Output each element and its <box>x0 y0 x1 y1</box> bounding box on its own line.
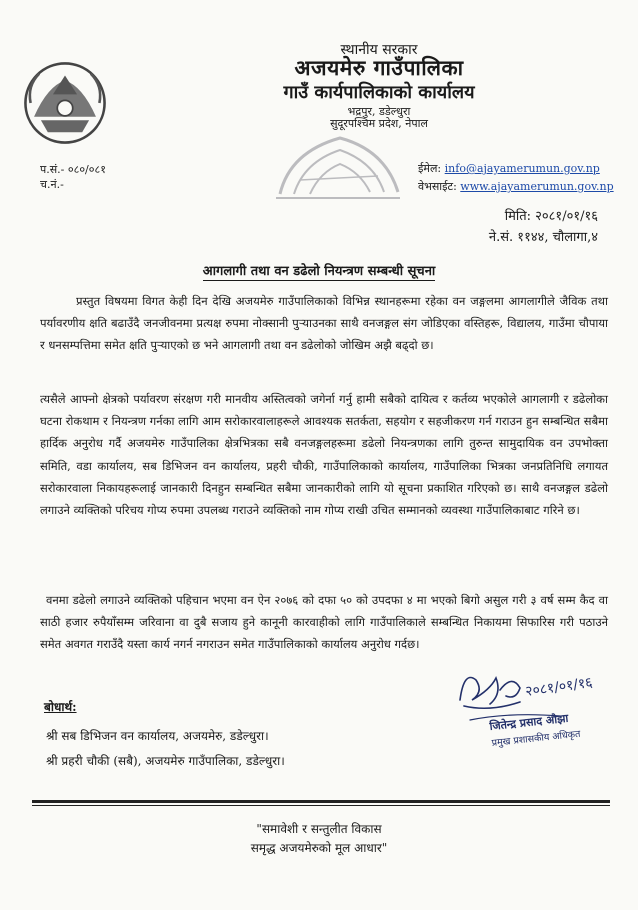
reference-numbers <box>40 162 106 192</box>
email-link[interactable]: info@ajayamerumun.gov.np <box>444 162 600 175</box>
miti-date: मिति: २०८१/०१/१६ <box>504 209 598 224</box>
signature-block <box>450 660 610 755</box>
email-label: ईमेल: <box>418 162 442 175</box>
website-label: वेभसाईट: <box>418 180 457 193</box>
bodharth-heading: बोधार्थ: <box>44 700 77 714</box>
office-name: अजयमेरु गाउँपालिका <box>294 55 464 80</box>
chalani-number: च.नं.- <box>40 178 64 191</box>
signature-date: २०८१/०१/१६ <box>524 674 594 700</box>
bodharth-item: श्री प्रहरी चौकी (सबै), अजयमेरु गाउँपालिका, डडेल्धुरा। <box>46 754 285 768</box>
signatory-name: जितेन्द्र प्रसाद ओझा <box>488 711 569 733</box>
signatory-designation: प्रमुख प्रशासकीय अधिकृत <box>491 728 582 749</box>
footer-rule <box>32 805 610 806</box>
office-seal-stamp <box>270 132 405 204</box>
nepal-sambat-date: ने.सं. ११४४, चौलागा,४ <box>488 230 598 245</box>
date-block <box>489 206 598 248</box>
motto-line-2: समृद्ध अजयमेरुको मूल आधार" <box>250 841 388 855</box>
notice-subject <box>0 261 638 279</box>
motto-line-1: "समावेशी र सन्तुलीत विकास <box>256 822 382 836</box>
patra-sankhya: प.सं.- ०८०/०८१ <box>40 163 106 176</box>
email-row <box>418 160 614 178</box>
notice-paragraph-3: वनमा डढेलो लगाउने व्यक्तिको पहिचान भएमा वन ऐन २०७६ को दफा ५० को उपदफा ४ मा भएको बिगो असुल गरी ३ वर्ष सम्म कैद वा साठी हजार रुपैयाँसम्म जरिवाना वा दुबै सजाय हुने कानूनी कारवाहीको लागि गाउँपालिकाले सम्बन्धित निकायमा सिफारिस गरी पठाउने समेत अवगत गराउँदै यस्ता कार्य नगर्न नगराउन समेत गाउँपालिकाको कार्यालय अनुरोध गर्दछ। <box>40 593 608 652</box>
government-level: स्थानीय सरकार <box>340 42 418 58</box>
office-title: गाउँ कार्यपालिकाको कार्यालय <box>283 82 475 103</box>
footer-rule <box>32 800 610 803</box>
contact-info <box>418 160 614 196</box>
notice-subject-text: आगलागी तथा वन डढेलो नियन्त्रण सम्बन्धी सूचना <box>202 264 436 279</box>
bodharth-item: श्री सब डिभिजन वन कार्यालय, अजयमेरु, डडेल्धुरा। <box>46 729 269 743</box>
footer-motto <box>0 820 638 858</box>
address-line-1: भद्रपुर, डडेल्धुरा <box>347 105 411 118</box>
notice-paragraph-2: त्यसैले आफ्नो क्षेत्रको पर्यावरण संरक्षण गरी मानवीय अस्तित्वको जगेर्ना गर्नु हामी सबैको दायित्व र कर्तव्य भएकोले आगलागी र डढेलोका घटना रोकथाम र नियन्त्रण गर्नका लागि आम सरोकारवालाहरूले आवश्यक सतर्कता, सहयोग र सहजीकरण गर्न गराउन हुन सम्बन्धित सबैमा हार्दिक अनुरोध गर्दै अजयमेरु गाउँपालिका क्षेत्रभित्रका सबै वनजङ्गलहरूमा डढेलो नियन्त्रणका लागि तुरुन्त सामुदायिक वन उपभोक्ता समिति, वडा कार्यालय, सब डिभिजन वन कार्यालय, प्रहरी चौकी, गाउँपालिकाको कार्यालय, गाउँपालिका भित्रका जनप्रतिनिधि लगायत सरोकारवाला निकायहरूलाई जानकारी दिनहुन सम्बन्धित सबैमा जानकारीको लागि यो सूचना प्रकाशित गरिएको छ। साथै वनजङ्गल डढेलो लगाउने व्यक्तिको परिचय गोप्य रुपमा उपलब्ध गराउने व्यक्तिको नाम गोप्य राखी उचित सम्मानको व्यवस्था गाउँपालिकाबाट गरिने छ। <box>40 392 608 518</box>
website-link[interactable]: www.ajayamerumun.gov.np <box>460 180 614 193</box>
website-row <box>418 178 614 196</box>
notice-paragraph-1: प्रस्तुत विषयमा विगत केही दिन देखि अजयमेरु गाउँपालिकाको विभिन्न स्थानहरूमा रहेका वन जङ्गलमा आगलागीले जैविक तथा पर्यावरणीय क्षति बढाउँदै जनजीवनमा प्रत्यक्ष रुपमा नोक्सानी पुऱ्याउनका साथै वनजङ्गल संग जोडिएका वस्तिहरू, विद्यालय, गाउँमा चौपाया र धनसम्पत्तिमा समेत क्षति पुऱ्याएको छ भने आगलागी तथा वन डढेलोको जोखिम अझै बढ्दो छ। <box>40 294 608 353</box>
address-line-2: सुदूरपश्चिम प्रदेश, नेपाल <box>330 117 428 130</box>
